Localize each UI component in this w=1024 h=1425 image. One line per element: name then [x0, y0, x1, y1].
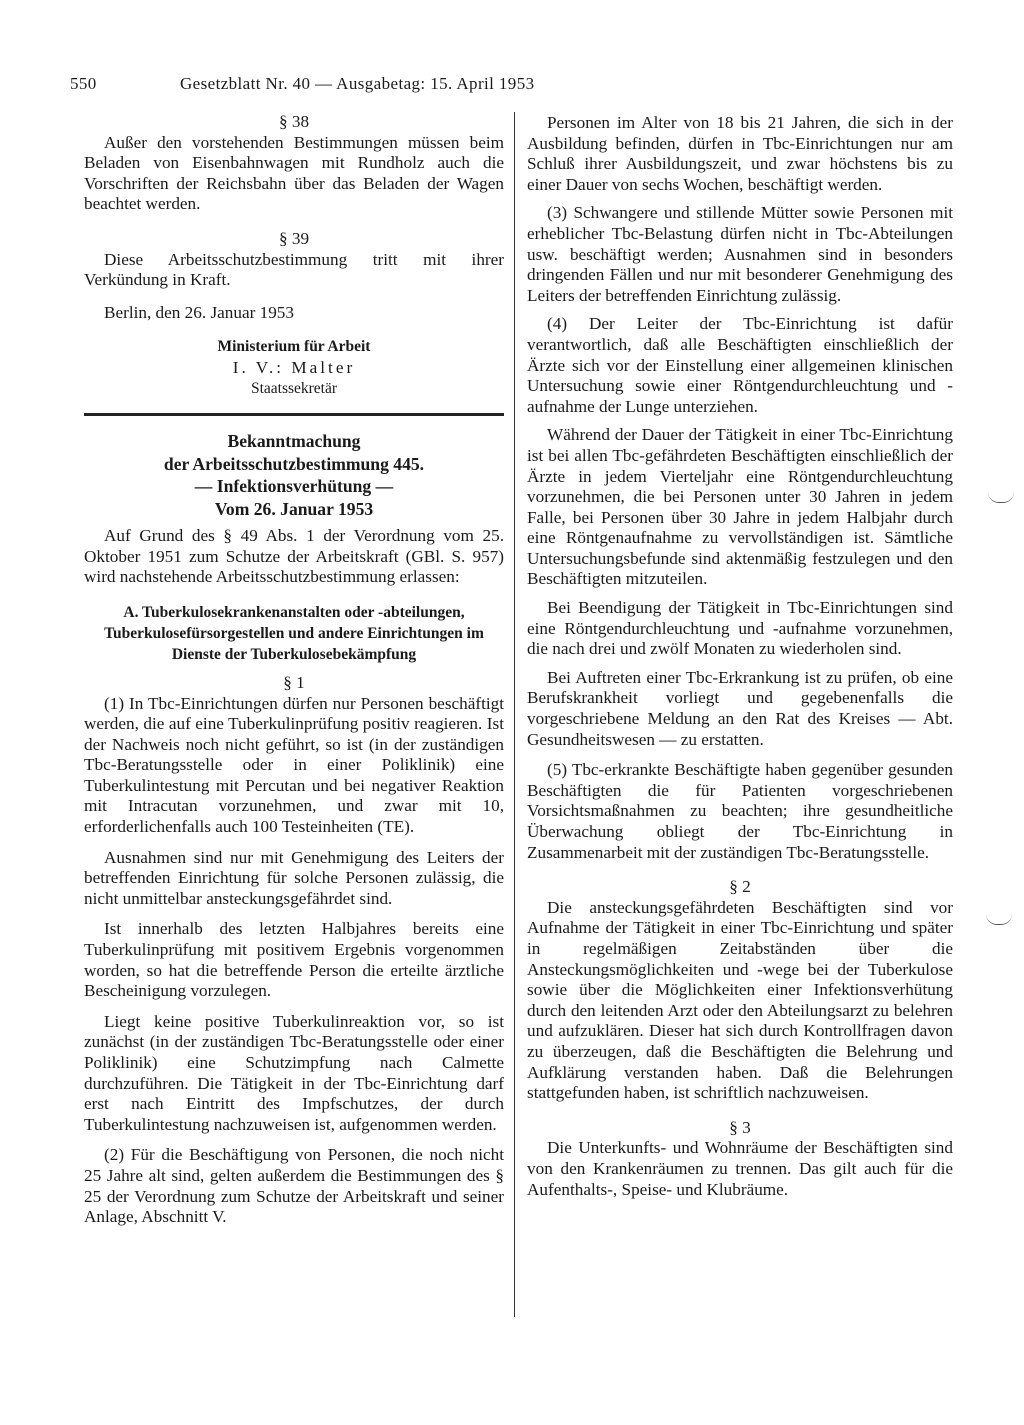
right-column — [517, 113, 953, 1200]
paragraph-4: (4) Der Leiter der Tbc-Einrichtung ist dafür verantwortlich, daß alle Beschäftigten einschließlich der Ärzte sich vor der Einstellung einer allgemeinen klinischen Untersuchung sowie einer Röntgendurchleuchtung und -aufnahme der Lunge unterziehen. — [527, 314, 953, 416]
page-number: 550 — [70, 74, 97, 93]
section-heading-39: § 39 — [278, 228, 310, 248]
section-heading-3: § 3 — [729, 1117, 751, 1137]
section-1-paragraph-5: (2) Für die Beschäftigung von Personen, die noch nicht 25 Jahre alt sind, gelten außerdem die Bestimmungen des § 25 der Verordnung zum Schutze der Arbeitskraft und seiner Anlage, Abschnitt V. — [84, 1145, 504, 1227]
preamble: Auf Grund des § 49 Abs. 1 der Verordnung vom 25. Oktober 1951 zum Schutze der Arbeitskraft (GBl. S. 957) wird nachstehende Arbeitsschutzbestimmung erlassen: — [84, 526, 504, 587]
part-a-heading: A. Tuberkulosekrankenanstalten oder -abteilungen, Tuberkulosefürsorgestellen und andere Einrichtungen im Dienste der Tuberkulosebekämpfung — [104, 603, 484, 663]
notice-title-line-2: der Arbeitsschutzbestimmung 445. — [163, 453, 425, 474]
column-divider — [514, 112, 515, 1317]
section-39-text: Diese Arbeitsschutzbestimmung tritt mit ihrer Verkündung in Kraft. — [84, 249, 504, 290]
paragraph-disease-report: Bei Auftreten einer Tbc-Erkrankung ist zu prüfen, ob eine Berufskrankheit vorliegt und gegebenenfalls die vorgeschriebene Meldung an den Rat des Kreises — Abt. Gesundheitswesen — zu erstatten. — [527, 667, 953, 749]
continuation-paragraph: Personen im Alter von 18 bis 21 Jahren, die sich in der Ausbildung befinden, dürfen in Tbc-Einrichtungen nur am Schluß ihrer Ausbildungszeit, und zwar höchstens bis zu einer Dauer von sechs Wochen, beschäftigt werden. — [527, 113, 953, 194]
paragraph-5: (5) Tbc-erkrankte Beschäftigte haben gegenüber gesunden Beschäftigten die für Patienten vorgeschriebenen Vorsichtsmaßnahmen zu beachten; ihre gesundheitliche Überwachung obliegt der Tbc-Einrichtung in Zusammenarbeit mit der zuständigen Tbc-Beratungsstelle. — [527, 760, 953, 862]
section-2-text: Die ansteckungsgefährdeten Beschäftigten sind vor Aufnahme der Tätigkeit in einer Tbc-Einrichtung und später in regelmäßigen Zeitabständen über die Ansteckungsmöglichkeiten und -wege bei der Tuberkulose sowie über die Möglichkeiten einer Infektionsverhütung durch den leitenden Arzt oder den Abteilungsarzt zu belehren und aufzuklären. Dieser hat sich durch Kontrollfragen davon zu überzeugen, daß die Beschäftigten die Belehrung und Aufklärung verstanden haben. Daß die Belehrungen stattgefunden haben, ist schriftlich nachzuweisen. — [527, 897, 953, 1103]
section-1-paragraph-1: (1) In Tbc-Einrichtungen dürfen nur Personen beschäftigt werden, die auf eine Tuberkulinprüfung positiv reagieren. Ist der Nachweis noch nicht geführt, so ist (in der zuständigen Tbc-Beratungsstelle oder in einer Poliklinik) eine Tuberkulintestung mit Percutan und bei negativer Reaktion mit Intracutan vorzunehmen, und zwar mit 10, erforderlichenfalls auch 100 Testeinheiten (TE). — [84, 693, 504, 837]
notice-title-line-1: Bekanntmachung — [227, 431, 361, 452]
section-1-paragraph-4: Liegt keine positive Tuberkulinreaktion vor, so ist zunächst (in der zuständigen Tbc-Beratungsstelle oder einer Poliklinik) eine Schutzimpfung nach Calmette durchzuführen. Die Tätigkeit in der Tbc-Einrichtung darf erst nach Eintritt des Impfschutzes, der durch Tuberkulintestung nachzuweisen ist, aufgenommen werden. — [84, 1011, 504, 1134]
signatory-title: Staatssekretär — [250, 379, 338, 397]
ministry-name: Ministerium für Arbeit — [217, 338, 371, 356]
notice-date: Vom 26. Januar 1953 — [214, 498, 374, 519]
margin-mark — [986, 914, 1012, 925]
section-heading-2: § 2 — [729, 877, 751, 897]
paragraph-3: (3) Schwangere und stillende Mütter sowie Personen mit erheblicher Tbc-Belastung dürfen nicht in Tbc-Abteilungen usw. beschäftigt werden; Ausnahmen sind in besonders dringenden Fällen und nur mit besonderer Genehmigung des Leiters der betreffenden Einrichtung zulässig. — [527, 203, 953, 305]
section-1-paragraph-2: Ausnahmen sind nur mit Genehmigung des Leiters der betreffenden Einrichtung für solche Personen zulässig, die nicht unmittelbar ansteckungsgefährdet sind. — [84, 847, 504, 908]
section-1-paragraph-3: Ist innerhalb des letzten Halbjahres bereits eine Tuberkulinprüfung mit positivem Ergebnis vorgenommen worden, so hat die betreffende Person die erteilte ärztliche Bescheinigung vorzulegen. — [84, 919, 504, 1001]
section-38-text: Außer den vorstehenden Bestimmungen müssen beim Beladen von Eisenbahnwagen mit Rundholz auch die Vorschriften der Reichsbahn über das Beladen der Wagen beachtet werden. — [84, 132, 504, 214]
left-column — [84, 112, 504, 1228]
paragraph-periodic-xray: Während der Dauer der Tätigkeit in einer Tbc-Einrichtung ist bei allen Tbc-gefährdeten Beschäftigten einschließlich der Ärzte in jedem Vierteljahr eine Röntgendurchleuchtung vorzunehmen, die bei Personen unter 30 Jahren in jedem Falle, bei Personen über 30 Jahre in jedem Halbjahr durch eine Röntgenaufnahme zu vervollständigen ist. Sämtliche Untersuchungsbefunde sind aktenmäßig festzulegen und den Beschäftigten mitzuteilen. — [527, 425, 953, 589]
section-divider — [84, 413, 504, 416]
paragraph-termination: Bei Beendigung der Tätigkeit in Tbc-Einrichtungen sind eine Röntgendurchleuchtung und -aufnahme vorzunehmen, die nach drei und zwölf Monaten zu wiederholen sind. — [527, 598, 953, 659]
section-heading-38: § 38 — [278, 112, 310, 131]
running-header — [70, 74, 535, 98]
section-heading-1: § 1 — [283, 672, 305, 692]
place-date: Berlin, den 26. Januar 1953 — [104, 302, 294, 322]
signatory: I. V.: Malter — [232, 357, 356, 377]
notice-title-line-3: — Infektionsverhütung — — [194, 476, 394, 497]
margin-mark — [988, 492, 1014, 503]
header-title: Gesetzblatt Nr. 40 — Ausgabetag: 15. April 1953 — [180, 74, 535, 93]
section-3-text: Die Unterkunfts- und Wohnräume der Beschäftigten sind von den Krankenräumen zu trennen. Das gilt auch für die Aufenthalts-, Speise- und Klubräume. — [527, 1138, 953, 1199]
